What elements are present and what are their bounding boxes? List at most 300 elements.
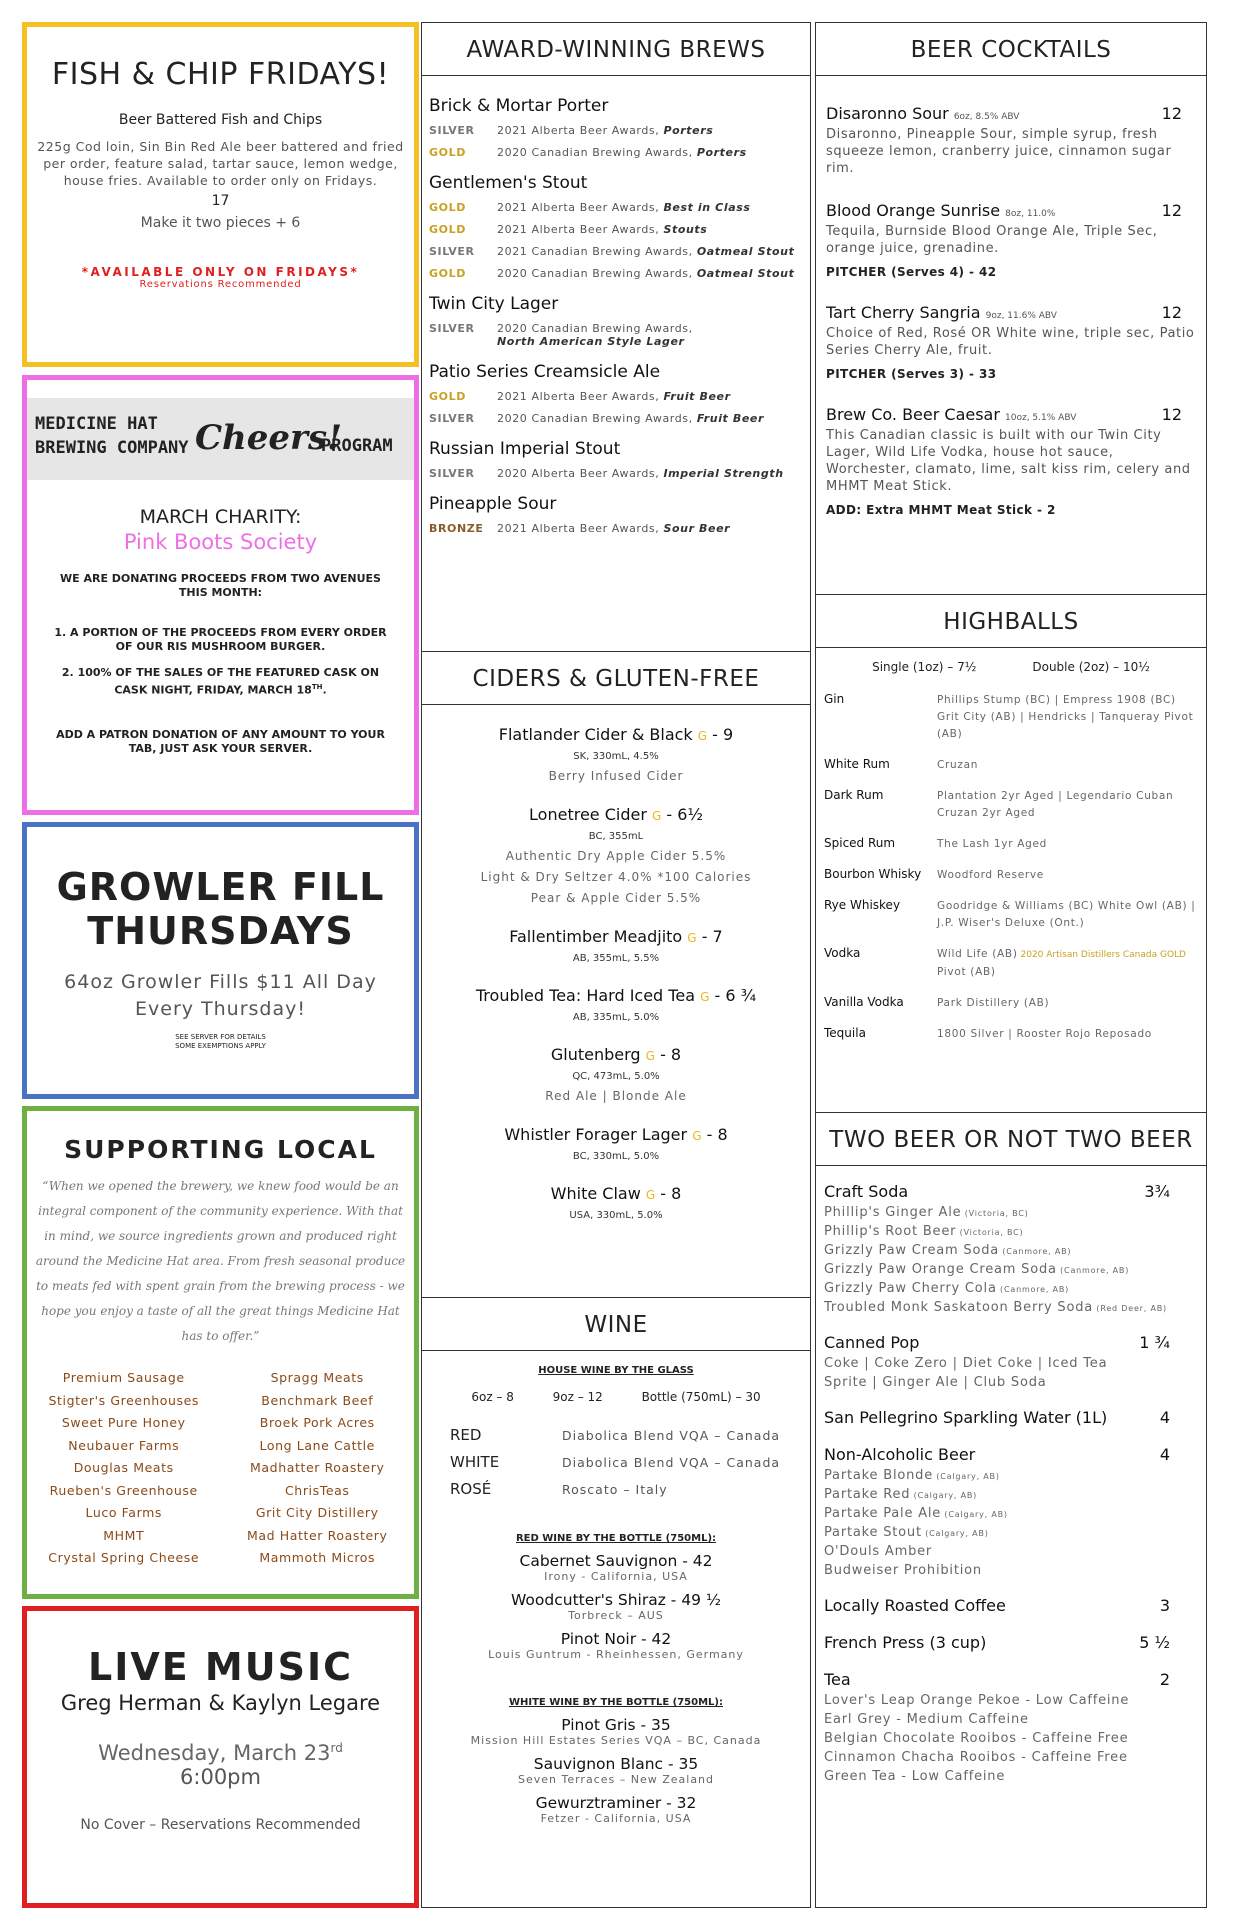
spirit-brands [937,788,1197,822]
award-text [497,467,784,480]
fish-extra-price: + 6 [275,215,301,231]
gluten-free-icon: G [700,990,710,1004]
drink-row [824,1333,1170,1352]
wine-bottle-origin: Torbreck – AUS [568,1609,664,1622]
option-name: Grizzly Paw Cream Soda [824,1243,1000,1258]
option-name: Grizzly Paw Cherry Cola [824,1281,997,1296]
award-text [497,322,693,348]
award-text [497,267,794,280]
award-row [429,201,810,214]
award-category: Porters [663,124,714,137]
award-level: GOLD [429,146,466,159]
award-text [497,390,731,403]
drink-option [824,1487,1198,1502]
award-level: BRONZE [429,522,484,535]
brand-list: Plantation 2yr Aged | Legendario Cuban Cruzan 2yr Aged [937,790,1174,819]
gluten-free-icon: G [645,1049,655,1063]
cider-item [422,927,810,964]
award-level: GOLD [429,267,466,280]
drink-group [816,1670,1206,1784]
house-wine-title: HOUSE WINE BY THE GLASS [538,1365,694,1376]
ciders-list [422,725,810,1297]
award-text [497,124,713,137]
drink-group [816,1182,1206,1315]
drink-group [816,1596,1206,1615]
cocktail-name [826,405,1076,424]
spirit-type: Dark Rum [824,788,884,802]
wine-bottle [422,1755,810,1786]
drink-price: 3 [1159,1596,1170,1615]
drink-option [824,1262,1198,1277]
brand-list: The Lash 1yr Aged [937,838,1048,850]
drink-option: Sprite | Ginger Ale | Club Soda [824,1375,1047,1390]
cider-item [422,1125,810,1162]
spirit-brands [937,1026,1197,1043]
drink-option [824,1224,1198,1239]
highballs-list [816,692,1206,1043]
drink-name: San Pellegrino Sparkling Water (1L) [824,1408,1108,1427]
supplier-name: Crystal Spring Cheese [48,1550,200,1565]
drink-option: Green Tea - Low Caffeine [824,1769,1006,1784]
fish-desc: 225g Cod loin, Sin Bin Red Ale beer battered and fried per order, feature salad, tartar sauce, lemon wedge, house fries. Available to order only on Fridays. [37,139,404,188]
brews-header: AWARD-WINNING BREWS [422,23,810,76]
option-origin: (Calgary, AB) [933,1472,1000,1481]
cider-label: Flatlander Cider & Black [498,725,698,744]
red-wine-list [422,1552,810,1661]
award-name: 2020 Canadian Brewing Awards, [497,412,697,425]
cocktail-name [826,104,1019,123]
cocktail-pitcher: PITCHER (Serves 3) - 33 [826,367,997,381]
highballs-section [816,648,1206,1112]
cheers-script: Cheers! [195,418,343,458]
supplier-name: Grit City Distillery [255,1505,379,1520]
option-origin: (Calgary, AB) [910,1491,978,1500]
drink-option: Coke | Coke Zero | Diet Coke | Iced Tea [824,1356,1108,1371]
house-wine-list [450,1422,810,1503]
ciders-header: CIDERS & GLUTEN-FREE [422,651,810,705]
music-time: 6:00pm [180,1765,261,1789]
cider-name [422,725,810,744]
highball-row [824,1026,1198,1043]
highball-row [824,788,1198,822]
wine-bottle-origin: Mission Hill Estates Series VQA – BC, Canada [470,1734,762,1747]
single-price: Single (1oz) – 7½ [872,660,977,674]
drink-group [816,1445,1206,1578]
cider-price: - 8 [655,1184,682,1203]
brews-list [422,76,810,651]
cider-spec: QC, 473mL, 5.0% [572,1071,660,1082]
cocktail-item [826,104,1196,177]
cocktail-spec: 6oz, 8.5% ABV [953,112,1020,122]
supporting-local-panel [22,1106,419,1599]
drink-price: 3¾ [1144,1182,1170,1201]
cider-name [422,1045,810,1064]
supplier-name: MHMT [103,1527,145,1543]
drink-option: Earl Grey - Medium Caffeine [824,1712,1029,1727]
music-performers: Greg Herman & Kaylyn Legare [60,1691,381,1715]
wine-bottle [422,1716,810,1747]
cocktails-list [816,76,1206,594]
cider-spec: BC, 330mL, 5.0% [572,1151,660,1162]
cider-price: - 8 [654,1045,682,1064]
award-name: 2021 Canadian Brewing Awards, [497,245,697,258]
wine-name: Diabolica Blend VQA – Canada [562,1455,781,1470]
cocktail-item [826,201,1196,279]
cocktail-price: 12 [1161,104,1182,123]
brew-item [422,173,810,280]
local-title: SUPPORTING LOCAL [64,1135,377,1164]
award-text [497,201,751,214]
spirit-brands [937,898,1197,932]
spirit-brands [937,757,1197,774]
wine-section [422,1351,810,1825]
cocktail-pitcher: PITCHER (Serves 4) - 42 [826,265,997,279]
drink-option [824,1205,1198,1220]
wine-name: Diabolica Blend VQA – Canada [562,1428,781,1443]
brew-item [422,439,810,480]
music-title: LIVE MUSIC [87,1645,353,1689]
drink-option: Cinnamon Chacha Rooibos - Caffeine Free [824,1750,1128,1765]
drink-price: 4 [1159,1445,1170,1464]
music-date: Wednesday, March 23rd [98,1741,343,1765]
cider-price: - 6½ [661,805,703,824]
award-category: Fruit Beer [663,390,731,403]
cider-label: White Claw [550,1184,646,1203]
award-row [429,267,810,280]
drink-row [824,1596,1170,1615]
award-text [497,223,707,236]
wine-sizes [452,1390,780,1404]
wine-bottle-origin: Fetzer - California, USA [540,1812,692,1825]
drink-name: French Press (3 cup) [824,1633,987,1652]
award-note: 2020 Artisan Distillers Canada GOLD [1017,950,1186,960]
cocktail-price: 12 [1161,201,1182,220]
gluten-free-icon: G [687,931,697,945]
award-level: SILVER [429,245,475,258]
highballs-header: HIGHBALLS [816,594,1206,648]
award-category: North American Style Lager [497,335,685,348]
drink-group [816,1408,1206,1427]
highball-row [824,946,1198,981]
option-origin: (Victoria, BC) [961,1209,1029,1218]
award-name: 2021 Alberta Beer Awards, [497,201,664,214]
cocktail-label: Disaronno Sour [826,104,954,123]
option-origin: (Canmore, AB) [996,1285,1070,1294]
cider-price: - 7 [696,927,723,946]
supplier-name: Benchmark Beef [261,1392,374,1408]
brew-item [422,494,810,535]
spirit-type: Tequila [824,1026,866,1040]
spirit-brands [937,946,1197,981]
patron-donation: ADD A PATRON DONATION OF ANY AMOUNT TO YOUR TAB, JUST ASK YOUR SERVER. [56,727,385,755]
supplier-name: Douglas Meats [73,1460,174,1475]
cider-price: - 8 [701,1125,728,1144]
brand-list: Phillips Stump (BC) | Empress 1908 (BC) Grit City (AB) | Hendricks | Tanqueray Pivot (AB) [937,694,1194,740]
growler-title: GROWLER FILL THURSDAYS [56,865,385,953]
award-text [497,412,764,425]
cocktail-title-row [826,201,1196,220]
drink-name: Non-Alcoholic Beer [824,1445,976,1464]
gluten-free-icon: G [697,729,708,743]
cocktail-price: 12 [1161,405,1182,424]
drink-row [824,1670,1170,1689]
supplier-name: Mad Hatter Roastery [247,1527,388,1543]
cider-name [422,986,810,1005]
wine-bottle-origin: Irony - California, USA [544,1570,688,1583]
wine-type: RED [450,1426,482,1444]
drink-row [824,1182,1170,1201]
donation-intro: WE ARE DONATING PROCEEDS FROM TWO AVENUES THIS MONTH: [60,572,381,599]
drink-option [824,1300,1198,1315]
option-name: Partake Red [824,1487,911,1502]
wine-bottle-name: Gewurztraminer - 32 [535,1794,697,1812]
award-category: Stouts [663,223,708,236]
drink-group [816,1633,1206,1652]
cocktail-pitcher: ADD: Extra MHMT Meat Stick - 2 [826,503,1056,517]
wine-bottle [422,1630,810,1661]
fish-availability: *AVAILABLE ONLY ON FRIDAYS* [81,265,360,279]
option-origin: (Red Deer, AB) [1093,1304,1167,1313]
supplier-list [27,1367,414,1570]
award-row [429,390,810,403]
award-level: GOLD [429,223,466,236]
donation-item-1: 1. A PORTION OF THE PROCEEDS FROM EVERY ORDER OF OUR RIS MUSHROOM BURGER. [54,626,387,653]
supplier-name: ChrisTeas [284,1482,350,1498]
supplier-name: Luco Farms [85,1505,162,1520]
brew-item [422,362,810,425]
cider-item [422,986,810,1023]
cider-label: Whistler Forager Lager [504,1125,693,1144]
brew-name: Brick & Mortar Porter [429,96,609,116]
wine-name: Roscato – Italy [562,1482,668,1497]
option-name: Partake Blonde [824,1468,933,1483]
supplier-name: Neubauer Farms [68,1437,180,1453]
drink-name: Canned Pop [824,1333,920,1352]
cider-desc: Light & Dry Seltzer 4.0% *100 Calories [480,870,752,884]
drink-option [824,1525,1198,1540]
drink-option [824,1243,1198,1258]
supplier-name: Long Lane Cattle [259,1437,375,1453]
growler-day: Every Thursday! [135,998,306,1020]
award-level: GOLD [429,201,466,214]
red-wine-title: RED WINE BY THE BOTTLE (750ML): [515,1533,717,1544]
award-name: 2020 Canadian Brewing Awards, [497,146,697,159]
program-label: PROGRAM [321,436,393,456]
highball-row [824,836,1198,853]
wine-bottle-name: Woodcutter's Shiraz - 49 ½ [511,1591,721,1609]
center-column [421,22,811,1908]
award-name: 2021 Alberta Beer Awards, [497,390,664,403]
brand-list: 1800 Silver | Rooster Rojo Reposado [937,1028,1152,1040]
drink-name: Tea [824,1670,851,1689]
cider-spec: BC, 355mL [588,831,644,842]
award-row [429,245,810,258]
award-row [429,146,810,159]
supplier-name: Rueben's Greenhouse [49,1482,198,1498]
cocktail-item [826,405,1196,517]
spirit-brands [937,692,1197,743]
supplier-name: Spragg Meats [270,1370,364,1385]
drink-option: O'Douls Amber [824,1544,933,1559]
cider-name [422,1184,810,1203]
cider-item [422,725,810,783]
drink-option [824,1468,1198,1483]
drink-price: 2 [1159,1670,1170,1689]
cider-label: Troubled Tea: Hard Iced Tea [475,986,701,1005]
two-beer-list [816,1166,1206,1784]
cider-name [422,1125,810,1144]
award-level: GOLD [429,390,466,403]
cheers-banner [27,398,414,480]
wine-bottle [422,1794,810,1825]
spirit-brands [937,995,1197,1012]
cider-name [422,927,810,946]
brand-list: Wild Life (AB) [937,948,1018,960]
wine-size: 9oz – 12 [552,1390,603,1404]
spirit-brands [937,867,1197,884]
award-level: SILVER [429,412,475,425]
supplier-name: Premium Sausage [62,1370,185,1385]
brew-name: Patio Series Creamsicle Ale [429,362,661,382]
drink-name: Craft Soda [824,1182,909,1201]
cocktail-title-row [826,303,1196,322]
cocktail-name [826,303,1057,322]
fish-extra: Make it two pieces [140,215,271,231]
award-category: Oatmeal Stout [696,267,795,280]
highball-row [824,692,1198,743]
cider-spec: USA, 330mL, 5.0% [569,1210,663,1221]
award-name: 2021 Alberta Beer Awards, [497,124,664,137]
double-price: Double (2oz) – 10½ [1032,660,1150,674]
cocktails-header: BEER COCKTAILS [816,23,1206,76]
house-wine-row [450,1449,810,1476]
award-category: Porters [696,146,747,159]
wine-bottle-name: Pinot Gris - 35 [561,1716,671,1734]
award-row [429,124,810,137]
growler-fine-2: SOME EXEMPTIONS APPLY [175,1042,266,1050]
option-origin: (Calgary, AB) [921,1529,989,1538]
wine-bottle-origin: Louis Guntrum - Rheinhessen, Germany [488,1648,744,1661]
drink-option [824,1506,1198,1521]
spirit-type: Vodka [824,946,861,960]
award-category: Sour Beer [663,522,731,535]
cocktail-name [826,201,1055,220]
cocktail-desc: Disaronno, Pineapple Sour, simple syrup, fresh squeeze lemon, cranberry juice, cinnamon sugar rim. [826,127,1172,176]
wine-bottle [422,1591,810,1622]
cider-price: - 9 [707,725,734,744]
cider-spec: AB, 355mL, 5.5% [572,953,660,964]
cocktail-label: Brew Co. Beer Caesar [826,405,1006,424]
option-name: Partake Pale Ale [824,1506,942,1521]
spirit-type: Rye Whiskey [824,898,901,912]
house-wine-row [450,1476,810,1503]
brew-item [422,96,810,159]
option-name: Troubled Monk Saskatoon Berry Soda [824,1300,1094,1315]
award-row [429,467,810,480]
growler-fine-1: SEE SERVER FOR DETAILS [175,1033,266,1041]
brand-list: Pivot (AB) [937,966,996,978]
award-name: 2021 Alberta Beer Awards, [497,223,664,236]
option-name: Partake Stout [824,1525,922,1540]
charity-name: Pink Boots Society [123,530,318,554]
growler-offer: 64oz Growler Fills $11 All Day [64,971,377,993]
award-row [429,322,810,348]
drink-price: 5 ½ [1139,1633,1170,1652]
cider-label: Glutenberg [550,1045,646,1064]
spirit-type: Gin [824,692,845,706]
fish-title: FISH & CHIP FRIDAYS! [51,57,390,92]
highball-row [824,867,1198,884]
brew-name: Twin City Lager [429,294,559,314]
music-note: No Cover – Reservations Recommended [80,1817,361,1833]
spirit-type: Bourbon Whisky [824,867,922,881]
cocktail-title-row [826,405,1196,424]
option-origin: (Canmore, AB) [999,1247,1072,1256]
drink-option [824,1281,1198,1296]
supplier-name: Sweet Pure Honey [61,1415,186,1430]
brand-list: Woodford Reserve [937,869,1044,881]
fish-chip-panel [22,22,419,367]
cider-label: Lonetree Cider [529,805,652,824]
award-name: 2020 Canadian Brewing Awards, [497,267,697,280]
cider-desc: Pear & Apple Cider 5.5% [530,891,702,905]
growler-panel [22,822,419,1099]
cider-price: - 6 ¾ [709,986,757,1005]
award-level: SILVER [429,124,475,137]
award-name: 2020 Alberta Beer Awards, [497,467,664,480]
cocktail-price: 12 [1161,303,1182,322]
highball-row [824,898,1198,932]
award-row [429,412,810,425]
cider-name [422,805,810,824]
brew-name: Gentlemen's Stout [429,173,588,193]
cider-item [422,1045,810,1103]
cocktail-desc: This Canadian classic is built with our Twin City Lager, Wild Life Vodka, house hot sauce, Worchester, clamato, lime, salt kiss rim, celery and MHMT Meat Stick. [826,428,1191,494]
two-beer-header: TWO BEER OR NOT TWO BEER [816,1112,1206,1166]
wine-bottle-origin: Seven Terraces – New Zealand [517,1773,715,1786]
highball-row [824,995,1198,1012]
cocktail-desc: Choice of Red, Rosé OR White wine, triple sec, Patio Series Cherry Ale, fruit. [826,326,1195,358]
live-music-panel [22,1606,419,1908]
supplier-name: Mammoth Micros [259,1550,376,1565]
wine-bottle-name: Cabernet Sauvignon - 42 [519,1552,713,1570]
brand-line-2: BREWING COMPANY [35,438,189,458]
option-origin: (Victoria, BC) [956,1228,1024,1237]
cider-desc: Berry Infused Cider [548,769,684,783]
award-category: Fruit Beer [696,412,764,425]
house-wine-row [450,1422,810,1449]
gluten-free-icon: G [652,809,662,823]
award-text [497,245,794,258]
cider-desc: Red Ale | Blonde Ale [545,1089,687,1103]
wine-type: WHITE [450,1453,500,1471]
option-name: Phillip's Root Beer [824,1224,957,1239]
fish-price: 17 [211,193,230,209]
option-origin: (Calgary, AB) [941,1510,1008,1519]
cheers-panel [22,375,419,815]
cocktail-spec: 8oz, 11.0% [1005,209,1056,219]
right-column [815,22,1207,1908]
cider-item [422,1184,810,1221]
white-wine-list [422,1716,810,1825]
gluten-free-icon: G [692,1129,702,1143]
award-level: SILVER [429,467,475,480]
spirit-type: Vanilla Vodka [824,995,904,1009]
award-name: 2021 Alberta Beer Awards, [497,522,664,535]
wine-bottle [422,1552,810,1583]
option-name: Phillip's Ginger Ale [824,1205,962,1220]
cocktail-spec: 9oz, 11.6% ABV [985,311,1057,321]
